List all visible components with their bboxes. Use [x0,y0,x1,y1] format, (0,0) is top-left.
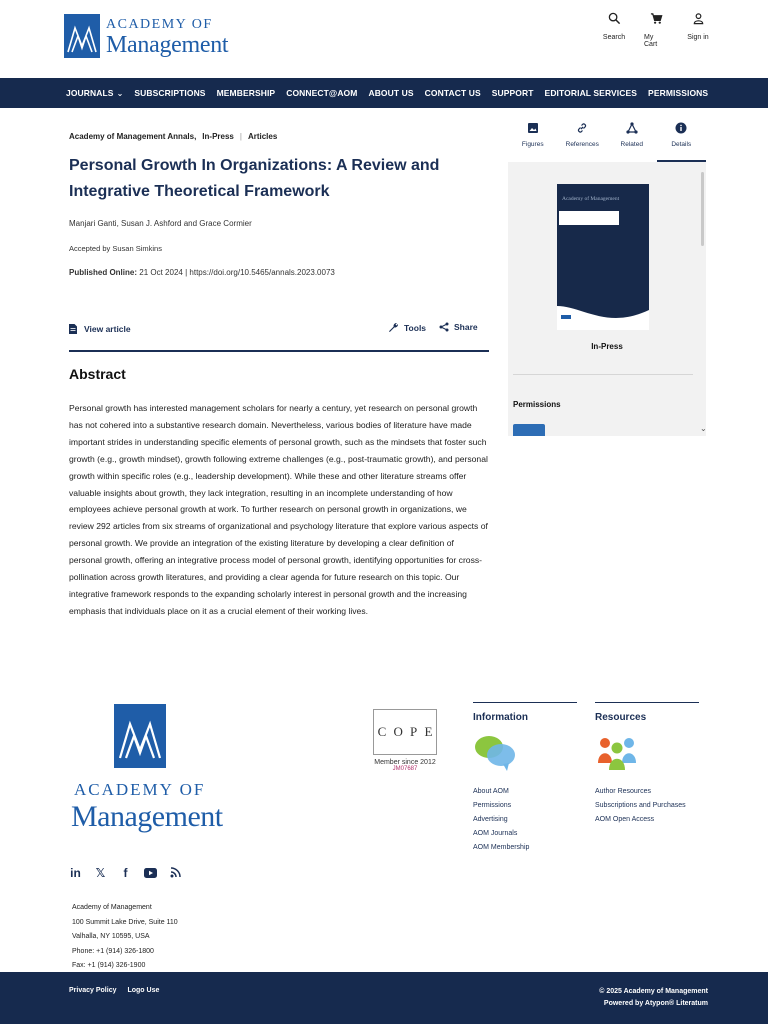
cope-member-text: Member since 2012 [374,759,436,766]
breadcrumb-section[interactable]: Articles [247,132,278,141]
view-article-button[interactable] [69,324,131,334]
linkedin-icon[interactable]: in [70,865,81,880]
tab-details-label: Details [671,141,692,148]
tab-figures-label: Figures [521,141,544,148]
article-accepted-by: Accepted by Susan Simkins [69,244,162,253]
tab-details[interactable] [657,116,707,162]
footer-copyright [599,986,708,1010]
breadcrumb-status[interactable]: In-Press [202,132,234,141]
breadcrumb-journal[interactable]: Academy of Management Annals, [69,132,197,141]
address-line: Academy of Management [72,904,152,911]
rss-icon[interactable] [169,866,182,879]
footer-logo-big-text: Management [71,800,223,833]
footer-link-journals[interactable]: AOM Journals [473,830,518,837]
info-icon [675,122,687,134]
cope-letter: P [410,724,418,739]
wrench-icon [388,322,399,333]
article-title: Personal Growth In Organizations: A Review and Integrative Theoretical Framework [69,157,440,200]
cope-badge[interactable] [371,705,439,781]
footer-logo-small-text: ACADEMY OF [74,780,206,799]
published-date: 21 Oct 2024 [139,268,183,277]
footer-link-permissions[interactable]: Permissions [473,802,512,809]
footer-link-author-resources[interactable]: Author Resources [595,788,652,795]
published-label: Published Online: [69,268,138,277]
footer-logo-mark[interactable] [114,704,166,768]
aom-logo-text[interactable] [106,17,228,57]
nav-support[interactable]: SUPPORT [491,88,534,98]
footer-link-subscriptions[interactable]: Subscriptions and Purchases [595,802,686,809]
nav-subscriptions[interactable]: SUBSCRIPTIONS [134,88,206,98]
nav-about[interactable]: ABOUT US [368,88,414,98]
chat-bubbles-icon [473,733,517,773]
document-icon [69,324,77,334]
sign-in-button[interactable] [686,12,710,48]
social-links [69,866,182,879]
panel-scrollbar[interactable] [701,172,704,246]
powered-by-text: Powered by Atypon® Literatum [603,1000,708,1007]
share-button[interactable] [439,322,478,332]
sign-in-label: Sign in [687,34,709,41]
cope-id: JM07687 [392,766,418,772]
publication-status: In-Press [591,342,623,351]
people-icon [595,733,639,773]
link-icon [576,122,588,134]
cart-label: My Cart [644,34,658,48]
footer-link-membership[interactable]: AOM Membership [473,844,530,851]
view-article-label: View article [84,324,131,334]
nav-journals-label: JOURNALS [66,88,114,98]
address-line: Fax: +1 (914) 326-1900 [72,962,146,970]
tab-related-label: Related [620,141,643,148]
tab-references-label: References [565,141,599,148]
permissions-heading: Permissions [513,400,561,409]
abstract-heading: Abstract [69,366,126,382]
footer-link-open-access[interactable]: AOM Open Access [595,816,655,823]
share-label: Share [454,322,478,332]
facebook-icon[interactable]: f [123,865,128,880]
address-line: Phone: +1 (914) 326-1800 [72,947,154,955]
address-line: 100 Summit Lake Drive, Suite 110 [72,918,178,926]
address-line: Valhalla, NY 10595, USA [72,933,150,941]
cover-wave [557,300,649,330]
footer-resources-column [595,702,699,823]
breadcrumb [69,132,277,141]
tools-label: Tools [404,322,427,333]
resources-heading: Resources [595,712,647,723]
copyright-text: © 2025 Academy of Management [599,988,708,995]
search-button[interactable] [602,12,626,48]
cope-logo [373,709,437,755]
nav-membership[interactable]: MEMBERSHIP [216,88,276,98]
header-actions [602,12,710,48]
footer-bottom-links [69,987,159,994]
search-icon [608,12,621,25]
logo-small-text: ACADEMY OF [106,17,213,32]
chevron-down-icon: ⌄ [116,89,124,98]
footer-address [72,901,178,974]
panel-divider [513,374,693,375]
article-published [69,268,335,277]
article-authors[interactable]: Manjari Ganti, Susan J. Ashford and Grace Cormier [69,219,252,228]
youtube-icon[interactable] [144,866,157,879]
nav-contact[interactable]: CONTACT US [424,88,481,98]
journal-cover[interactable] [557,184,649,330]
footer-link-about[interactable]: About AOM [473,788,509,795]
details-panel [508,162,706,436]
nav-journals[interactable] [66,88,123,98]
share-icon [439,322,449,332]
logo-use-link[interactable]: Logo Use [127,987,160,994]
nav-permissions[interactable]: PERMISSIONS [648,88,709,98]
network-icon [626,122,638,134]
scroll-down-icon[interactable]: ⌄ [700,424,707,433]
doi-link[interactable]: https://doi.org/10.5465/annals.2023.0073 [189,268,335,277]
abstract-text: Personal growth has interested management scholars for nearly a century, yet research on personal growth has not cohered into a substantive research domain. Nevertheless, various bodies of literature have made important strides in understanding specific elements of personal growth, such as the mindsets that foster such growth (e.g., growth mindset), growth following extreme challenges (e.g., post-traumatic growth), and personal growth within specific roles (e.g., leadership development). While these and other literature streams offer valuable insights about growth, they lack integration, resulting in an incomplete understanding of how employees achieve personal growth at work. To further research on personal growth in organizations, we review 292 articles from six streams of organizational and psychology literature that explore various aspects of personal growth. We provide an integration of the existing literature by developing a clear definition of personal growth, offering an integrative process model of personal growth, identifying opportunities for cross-pollination across growth literatures, and providing a clear agenda for future research on this topic. Our integrative framework responds to the expanding scholarly interest in personal growth and the increasing emphasis that individuals place on it as a crucial element of their working lives. [69,403,488,616]
tab-references[interactable] [558,116,608,162]
nav-editorial-services[interactable]: EDITORIAL SERVICES [544,88,638,98]
main-nav [0,78,768,108]
cover-title: Annals [562,210,599,225]
footer-information-column [473,702,577,851]
aom-logo-mark[interactable] [64,14,100,58]
information-links [473,788,577,851]
privacy-policy-link[interactable]: Privacy Policy [69,987,117,994]
permissions-icon[interactable] [513,424,545,436]
published-separator: | [185,268,188,277]
cope-letter: E [424,724,433,739]
x-icon[interactable]: 𝕏 [95,865,106,880]
panel-tabs [508,116,706,162]
article-divider [69,350,489,352]
nav-connect[interactable]: CONNECT@AOM [286,88,358,98]
user-icon [692,12,705,25]
tab-figures[interactable] [508,116,558,162]
tab-related[interactable] [607,116,657,162]
information-heading: Information [473,712,528,723]
cover-publisher: Academy of Management [562,196,620,202]
logo-big-text: Management [106,32,229,58]
image-icon [527,122,539,134]
search-label: Search [602,34,626,41]
cope-letter: C [377,724,387,739]
footer-link-advertising[interactable]: Advertising [473,816,508,823]
cart-icon [650,12,663,25]
cope-letter: O [393,724,403,739]
resources-links [595,788,699,823]
breadcrumb-separator: | [239,132,242,141]
tools-button[interactable] [388,322,426,333]
cart-button[interactable] [644,12,668,48]
